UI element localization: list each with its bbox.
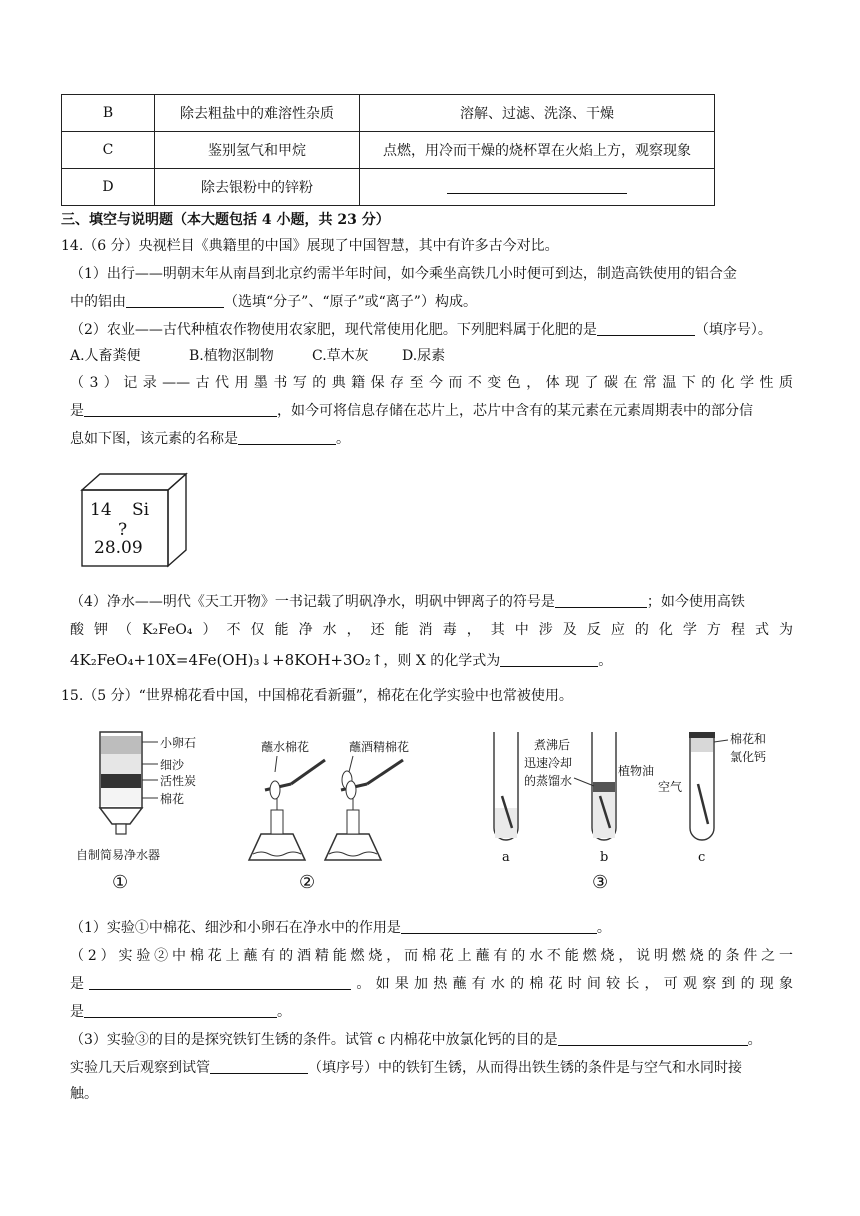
text: ，如今可将信息存储在芯片上，芯片中含有的某元素在元素周期表中的部分信 <box>277 403 753 419</box>
option-letter: D <box>62 169 155 206</box>
option-letter: C <box>62 132 155 169</box>
label-cotton: 棉花 <box>160 792 185 806</box>
tube-label-c: c <box>698 850 706 865</box>
label-water-cotton: 蘸水棉花 <box>261 740 310 754</box>
q14-part2-options <box>70 346 445 366</box>
label-boiled: 煮沸后 <box>534 738 571 752</box>
option-letter: B <box>62 95 155 132</box>
label-alcohol-cotton: 蘸酒精棉花 <box>349 740 410 754</box>
label-sand: 细沙 <box>160 758 185 772</box>
element-symbol: Si <box>132 500 150 520</box>
options-table <box>61 94 715 206</box>
text: 是 <box>70 976 90 992</box>
section-heading: 三、填空与说明题（本大题包括 4 小题，共 23 分） <box>61 212 390 228</box>
figure-number-2: ② <box>299 872 316 893</box>
atomic-mass: 28.09 <box>94 538 143 558</box>
answer-blank[interactable] <box>447 179 627 194</box>
text: （填序号）。 <box>694 322 772 338</box>
q14-part1-line1: （1）出行——明朝末年从南昌到北京约需半年时间，如今乘坐高铁几小时便可到达，制造高铁使用的铝合金 <box>70 266 737 282</box>
answer-blank[interactable] <box>500 652 598 667</box>
answer-blank[interactable] <box>89 975 351 990</box>
alcohol-lamps-drawing <box>235 736 460 898</box>
figure-number-1: ① <box>112 872 129 893</box>
chemical-equation: 4K₂FeO₄+10X=4Fe(OH)₃↓+8KOH+3O₂↑ <box>70 651 384 669</box>
figure-rusting <box>482 728 782 898</box>
option-b: B.植物沤制物 <box>189 348 274 364</box>
text: ；如今使用高铁 <box>646 594 745 610</box>
q14-part4-line3 <box>70 650 612 671</box>
option-c: C.草木灰 <box>312 348 369 364</box>
element-cell-figure <box>80 472 190 570</box>
text: 。 <box>336 431 350 447</box>
figure-number-3: ③ <box>592 872 609 893</box>
text: 中的铝由 <box>70 294 126 310</box>
q15-part3-line3: 触。 <box>70 1086 98 1102</box>
q15-part3-line2 <box>70 1058 742 1078</box>
answer-blank[interactable] <box>210 1059 308 1074</box>
q14-part3-line1: （3）记录——古代用墨书写的典籍保存至今而不变色，体现了碳在常温下的化学性质 <box>70 375 793 391</box>
text: 是 <box>70 1004 84 1020</box>
label-cooled: 迅速冷却 <box>524 756 573 770</box>
tube-label-b: b <box>600 850 609 865</box>
label-cotton-cacl2-2: 氯化钙 <box>730 750 767 764</box>
answer-blank[interactable] <box>84 402 277 417</box>
answer-blank[interactable] <box>84 1003 277 1018</box>
label-distilled-water: 的蒸馏水 <box>524 774 573 788</box>
text: 。 <box>277 1004 291 1020</box>
q14-part3-line3 <box>70 429 350 449</box>
table-row <box>62 132 715 169</box>
q15-part2-line1: （2）实验②中棉花上蘸有的酒精能燃烧，而棉花上蘸有的水不能燃烧，说明燃烧的条件之一 <box>70 948 793 964</box>
figure-water-purifier <box>70 728 230 898</box>
element-name: ? <box>118 520 128 540</box>
q15-stem: 15.（5 分）“世界棉花看中国，中国棉花看新疆”，棉花在化学实验中也常被使用。 <box>61 688 573 704</box>
text: （填序号）中的铁钉生锈，从而得出铁生锈的条件是与空气和水同时接 <box>308 1060 742 1076</box>
q15-part2-line2 <box>70 974 793 994</box>
text: ，则 X 的化学式为 <box>383 653 501 669</box>
option-purpose: 除去粗盐中的难溶性杂质 <box>155 95 360 132</box>
q14-part4-line2: 酸钾（K₂FeO₄）不仅能净水，还能消毒，其中涉及反应的化学方程式为 <box>70 622 793 638</box>
option-d: D.尿素 <box>402 348 446 364</box>
q15-part1 <box>70 918 611 938</box>
text: 实验几天后观察到试管 <box>70 1060 210 1076</box>
option-purpose: 除去银粉中的锌粉 <box>155 169 360 206</box>
label-pebbles: 小卵石 <box>160 736 197 750</box>
answer-blank[interactable] <box>401 919 597 934</box>
answer-blank[interactable] <box>558 1031 748 1046</box>
q14-stem: 14.（6 分）央视栏目《典籍里的中国》展现了中国智慧，其中有许多古今对比。 <box>61 238 559 254</box>
option-purpose: 鉴别氢气和甲烷 <box>155 132 360 169</box>
text: 。 <box>596 920 611 936</box>
table-row <box>62 95 715 132</box>
label-vegetable-oil: 植物油 <box>618 764 655 778</box>
answer-blank-cell[interactable] <box>360 169 715 206</box>
q15-part3-line1 <box>70 1030 762 1050</box>
tube-label-a: a <box>502 850 510 865</box>
label-air: 空气 <box>658 780 683 794</box>
text: 是 <box>70 403 84 419</box>
option-method: 溶解、过滤、洗涤、干燥 <box>360 95 715 132</box>
q14-part4-line1 <box>70 592 745 612</box>
label-activated-carbon: 活性炭 <box>160 774 197 788</box>
purifier-drawing <box>70 728 230 898</box>
answer-blank[interactable] <box>555 593 647 608</box>
answer-blank[interactable] <box>597 321 695 336</box>
text: 。如果加热蘸有水的棉花时间较长，可观察到的现象 <box>351 976 794 992</box>
text: （1）实验①中棉花、细沙和小卵石在净水中的作用是 <box>70 920 401 936</box>
text: （4）净水——明代《天工开物》一书记载了明矾净水，明矾中钾离子的符号是 <box>70 594 555 610</box>
label-cotton-cacl2-1: 棉花和 <box>730 732 767 746</box>
q15-part2-line3 <box>70 1002 291 1022</box>
atomic-number: 14 <box>90 500 112 520</box>
text: 。 <box>747 1032 762 1048</box>
q14-part2-line1 <box>70 320 772 340</box>
option-method: 点燃，用冷而干燥的烧杯罩在火焰上方，观察现象 <box>360 132 715 169</box>
caption-purifier: 自制简易净水器 <box>76 848 161 862</box>
answer-blank[interactable] <box>126 293 224 308</box>
text: 息如下图，该元素的名称是 <box>70 431 238 447</box>
text: （选填“分子”、“原子”或“离子”）构成。 <box>224 294 477 310</box>
text: 。 <box>598 653 613 669</box>
q14-part3-line2 <box>70 401 753 421</box>
text: （2）农业——古代种植农作物使用农家肥，现代常使用化肥。下列肥料属于化肥的是 <box>70 322 597 338</box>
answer-blank[interactable] <box>238 430 336 445</box>
q14-part1-line2 <box>70 292 477 312</box>
figure-combustion <box>235 736 460 898</box>
option-a: A.人畜粪便 <box>70 348 141 364</box>
table-row <box>62 169 715 206</box>
text: （3）实验③的目的是探究铁钉生锈的条件。试管 c 内棉花中放氯化钙的目的是 <box>70 1032 558 1048</box>
